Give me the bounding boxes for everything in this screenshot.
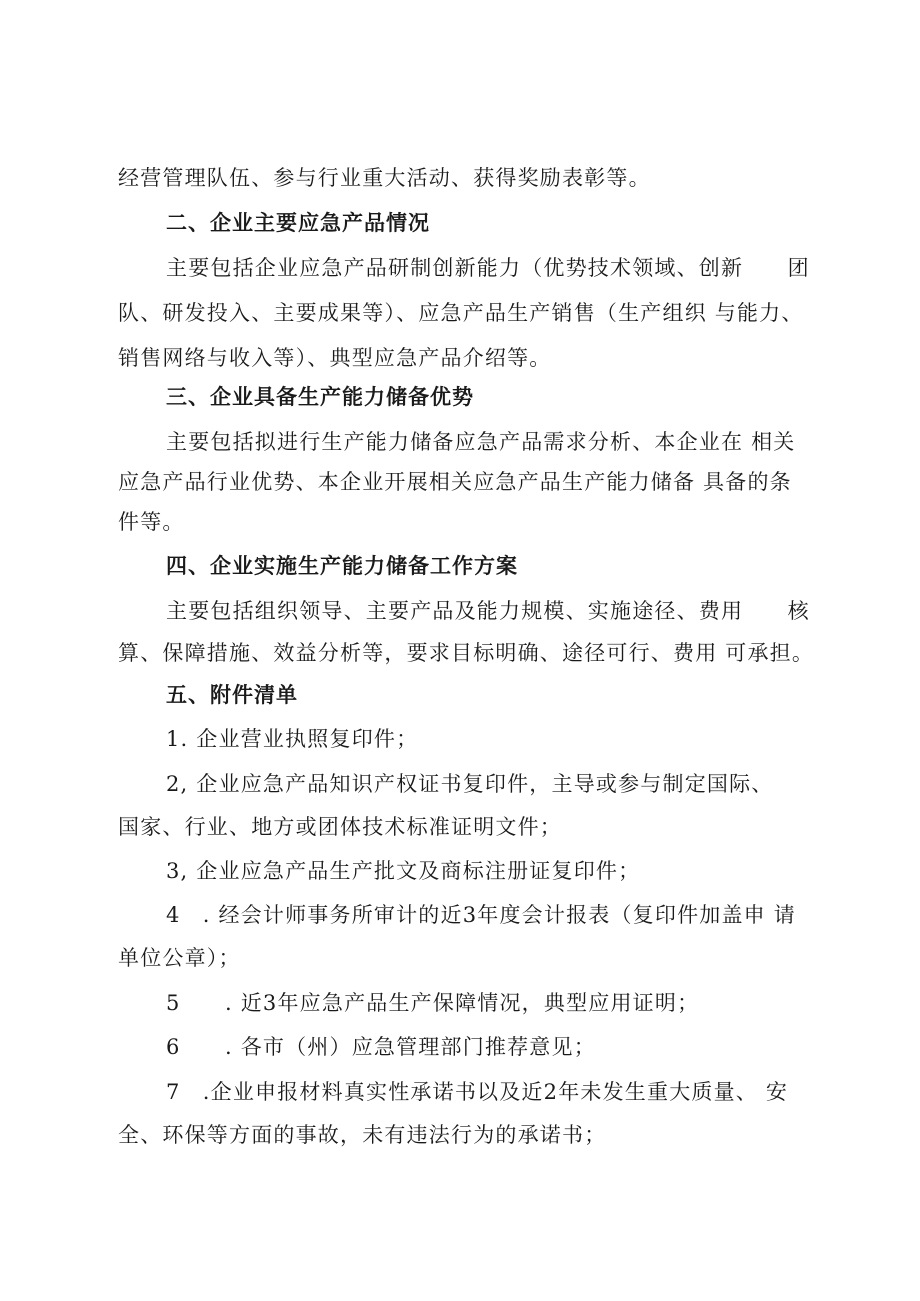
list-item-5: 5 . 近3年应急产品生产保障情况，典型应用证明； <box>166 991 700 1015</box>
paragraph-line-7: 主要包括拟进行生产能力储备应急产品需求分析、本企业在 相关 <box>166 430 796 454</box>
list-item-3: 3, 企业应急产品生产批文及商标注册证复印件； <box>166 859 641 883</box>
paragraph-line-12: 算、保障措施、效益分析等，要求目标明确、途径可行、费用 可承担。 <box>118 641 815 665</box>
list-item-4-cont: 单位公章）； <box>118 946 241 970</box>
list-item-7-cont: 全、环保等方面的事故，未有违法行为的承诺书； <box>118 1123 607 1147</box>
list-item-2-cont: 国家、行业、地方或团体技术标准证明文件； <box>118 815 562 839</box>
paragraph-line-9: 件等。 <box>118 510 185 534</box>
paragraph-line-4: 队、研发投入、主要成果等）、应急产品生产销售（生产组织 与能力、 <box>118 301 804 325</box>
section-heading-2: 二、企业主要应急产品情况 <box>166 211 430 235</box>
paragraph-line-1: 经营管理队伍、参与行业重大活动、获得奖励表彰等。 <box>118 166 651 190</box>
paragraph-line-11: 主要包括组织领导、主要产品及能力规模、实施途径、费用 核 <box>166 599 810 623</box>
paragraph-line-5: 销售网络与收入等）、典型应急产品介绍等。 <box>118 346 552 370</box>
section-heading-4: 四、企业实施生产能力储备工作方案 <box>166 554 518 578</box>
paragraph-line-8: 应急产品行业优势、本企业开展相关应急产品生产能力储备 具备的条 <box>118 470 792 494</box>
paragraph-line-3: 主要包括企业应急产品研制创新能力（优势技术领域、创新 团 <box>166 256 810 280</box>
list-item-1: 1. 企业营业执照复印件； <box>166 727 419 751</box>
list-item-4: 4 . 经会计师事务所审计的近3年度会计报表（复印件加盖申 请 <box>166 903 796 927</box>
section-heading-3: 三、企业具备生产能力储备优势 <box>166 385 474 409</box>
list-item-2: 2, 企业应急产品知识产权证书复印件，主导或参与制定国际、 <box>166 772 774 796</box>
list-item-7: 7 .企业申报材料真实性承诺书以及近2年未发生重大质量、 安 <box>166 1080 789 1104</box>
section-heading-5: 五、附件清单 <box>166 683 298 707</box>
list-item-6: 6 . 各市（州）应急管理部门推荐意见； <box>166 1035 596 1059</box>
